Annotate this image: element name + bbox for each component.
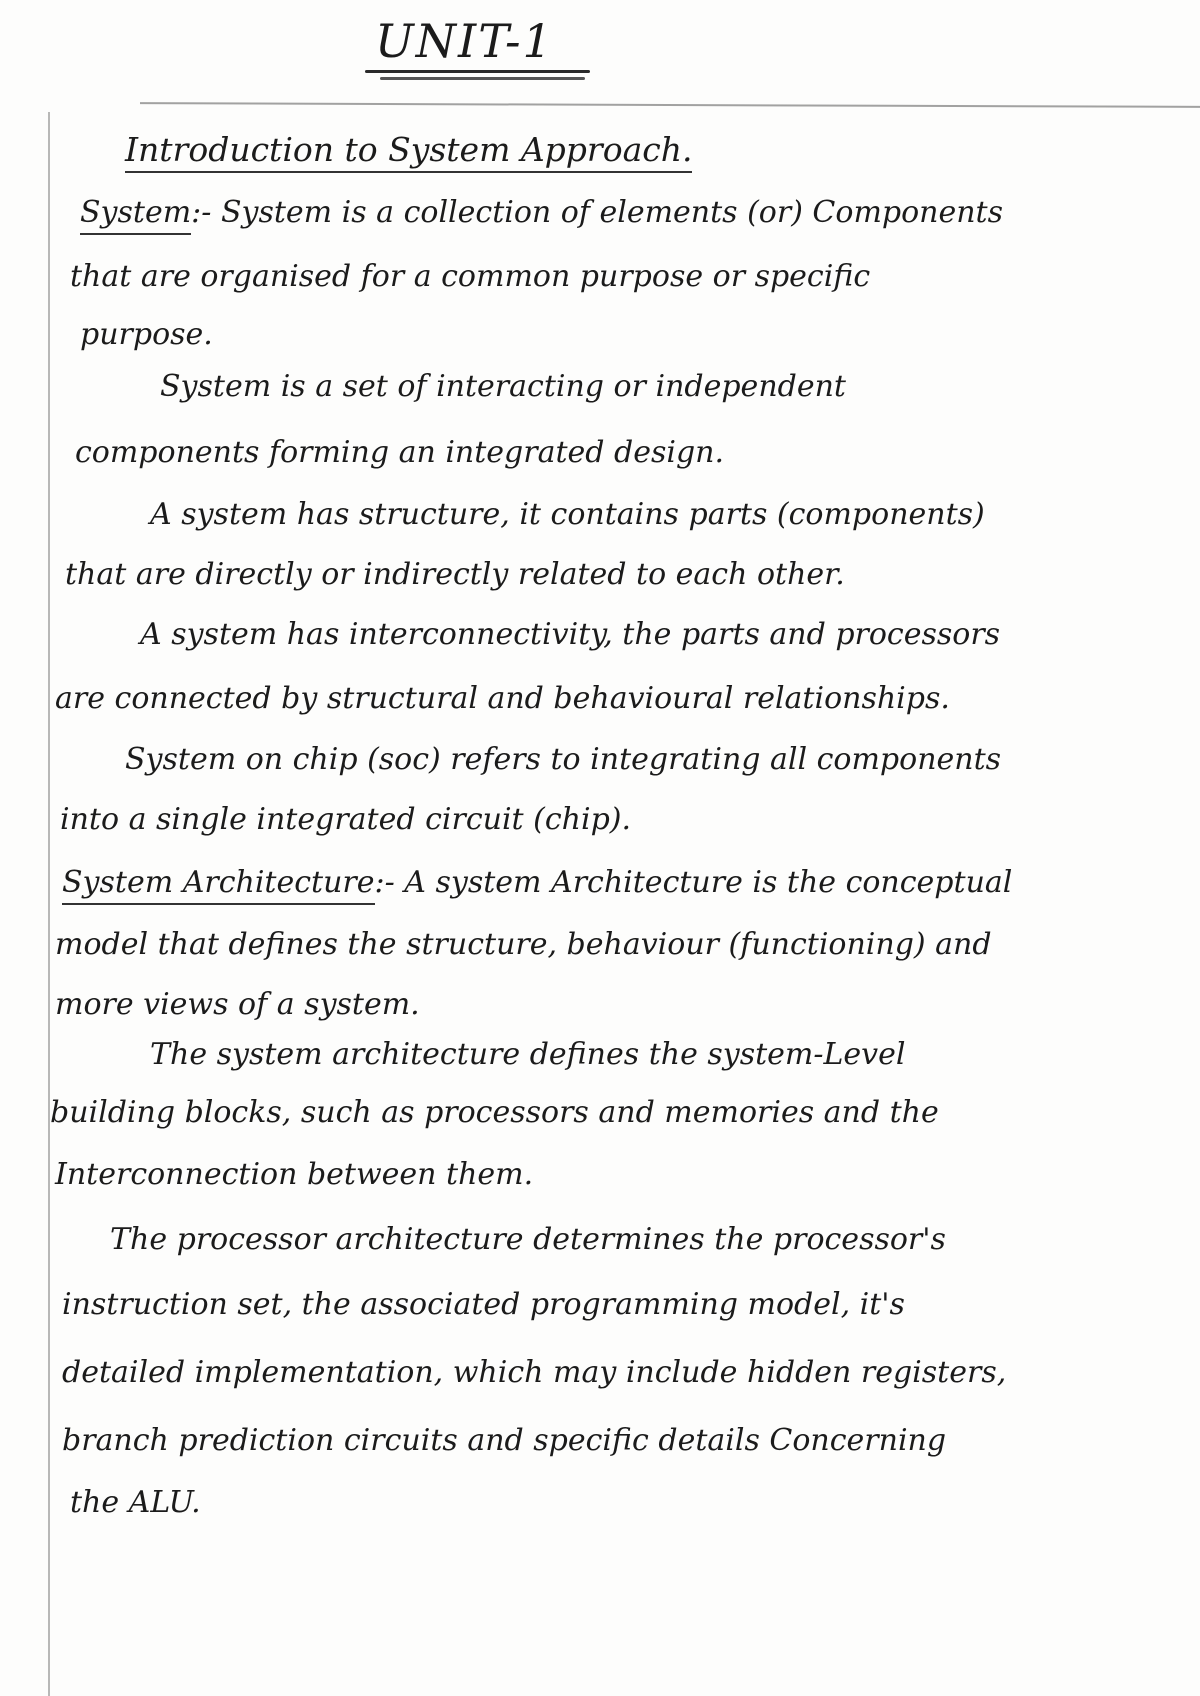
p6-line-4: branch prediction circuits and specific details Concerning xyxy=(62,1423,947,1458)
p6-line-2: instruction set, the associated programming model, it's xyxy=(62,1287,905,1322)
architecture-term: System Architecture xyxy=(62,865,375,905)
architecture-def-line-3: more views of a system. xyxy=(55,987,420,1022)
p3-line-1: A system has interconnectivity, the parts and processors xyxy=(140,617,1001,652)
architecture-text-line-1: A system Architecture is the conceptual xyxy=(404,865,1013,900)
system-def-line-1 xyxy=(80,195,1004,230)
architecture-def-line-1 xyxy=(62,865,1013,900)
system-term: System xyxy=(80,195,191,235)
p4-line-1: System on chip (soc) refers to integrating all components xyxy=(125,742,1002,777)
page-title: UNIT-1 xyxy=(375,14,554,68)
section-heading-text: Introduction to System Approach. xyxy=(125,130,692,173)
p1-line-1: System is a set of interacting or independent xyxy=(160,369,846,404)
system-sep: :- xyxy=(191,195,212,230)
p2-line-2: that are directly or indirectly related to each other. xyxy=(65,557,845,592)
p3-line-2: are connected by structural and behavioural relationships. xyxy=(55,681,950,716)
p6-line-1: The processor architecture determines the processor's xyxy=(110,1222,946,1257)
p5-line-3: Interconnection between them. xyxy=(55,1157,534,1192)
p5-line-2: building blocks, such as processors and memories and the xyxy=(50,1095,939,1130)
system-def-line-2: that are organised for a common purpose or specific xyxy=(70,259,871,294)
p1-line-2: components forming an integrated design. xyxy=(75,435,725,470)
architecture-def-line-2: model that defines the structure, behaviour (functioning) and xyxy=(55,927,992,962)
top-rule xyxy=(140,102,1200,108)
p2-line-1: A system has structure, it contains parts (components) xyxy=(150,497,985,532)
title-underline-second xyxy=(380,77,585,80)
p5-line-1: The system architecture defines the system-Level xyxy=(150,1037,906,1072)
p6-line-5: the ALU. xyxy=(70,1485,201,1520)
title-underline xyxy=(365,70,590,73)
architecture-sep: :- xyxy=(374,865,395,900)
section-heading xyxy=(125,130,692,169)
margin-line xyxy=(48,112,50,1696)
system-text-line-1: System is a collection of elements (or) Components xyxy=(220,195,1004,230)
p4-line-2: into a single integrated circuit (chip). xyxy=(60,802,632,837)
p6-line-3: detailed implementation, which may include hidden registers, xyxy=(62,1355,1007,1390)
system-def-line-3: purpose. xyxy=(80,317,213,352)
